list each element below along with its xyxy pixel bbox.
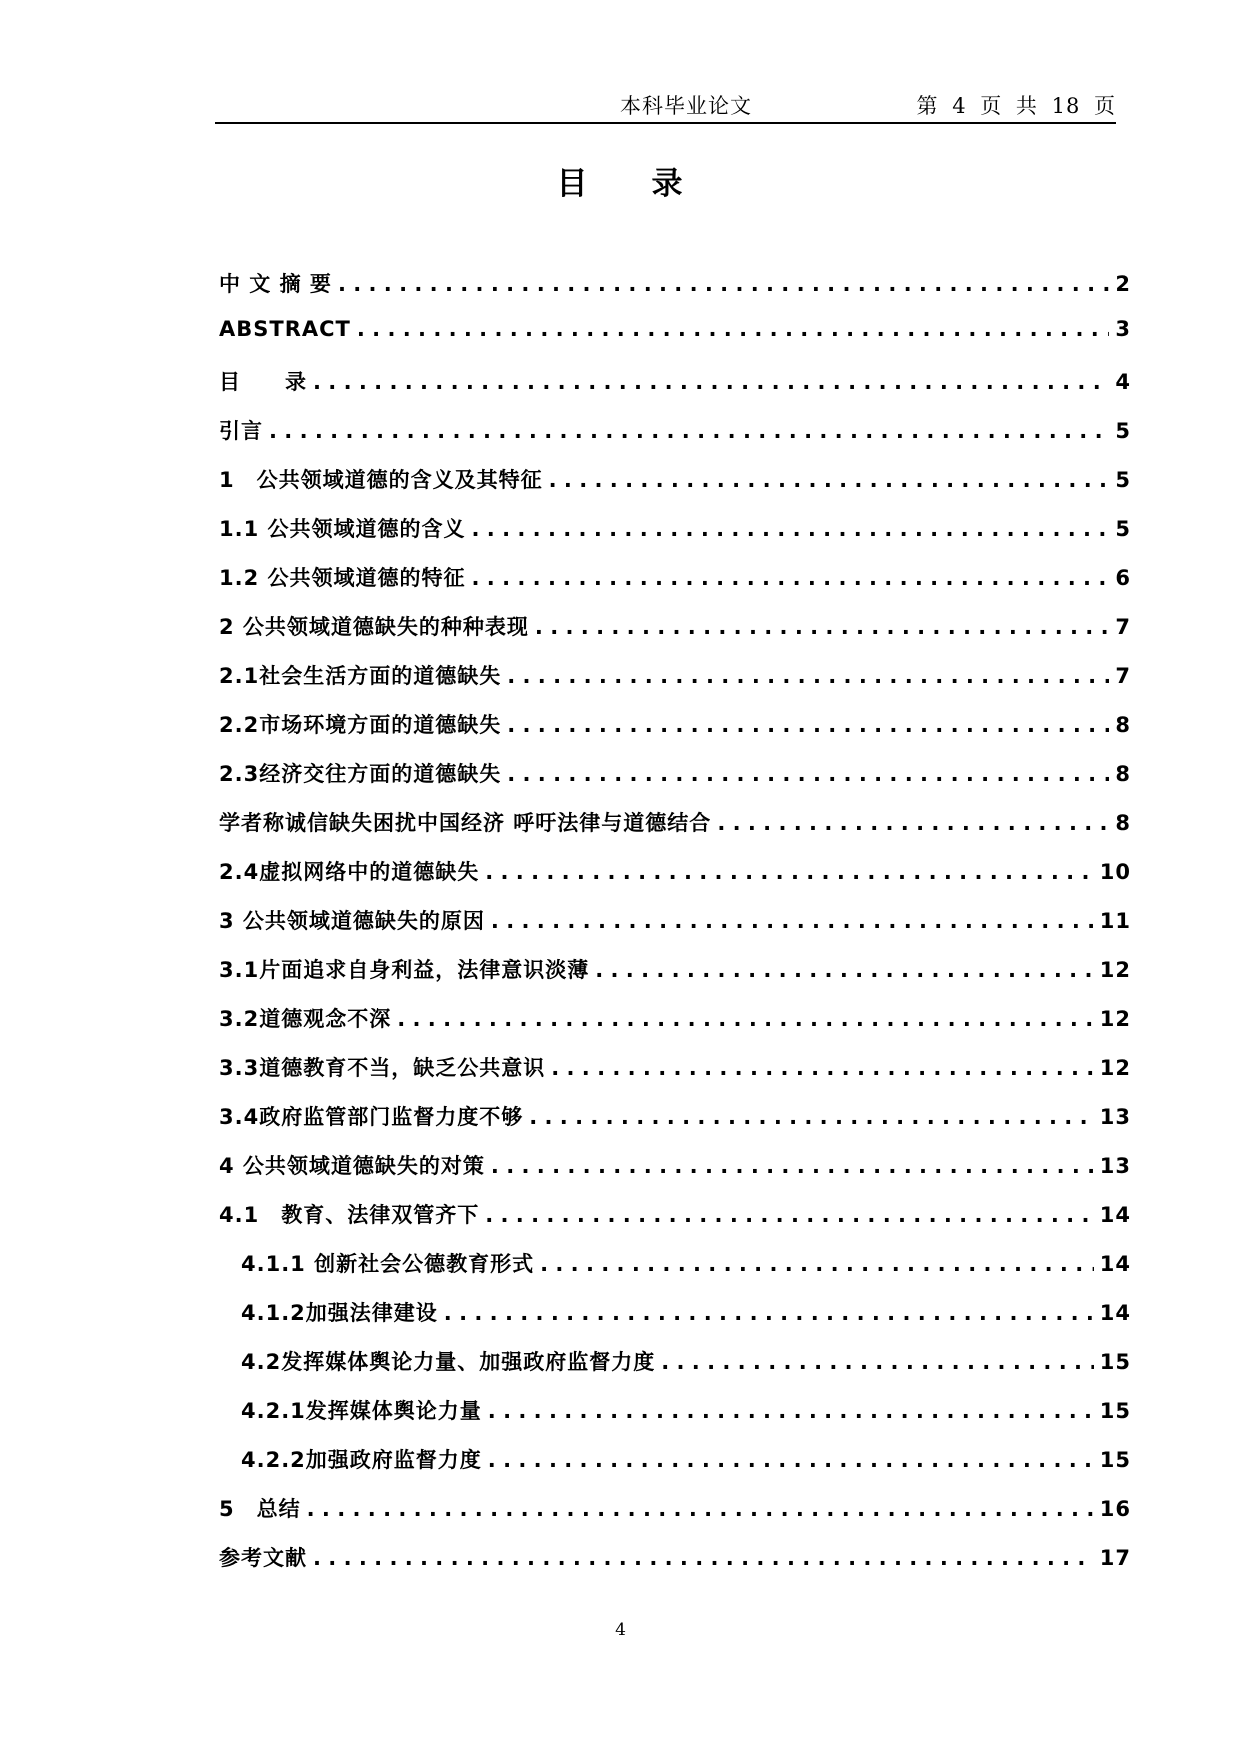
toc-entry-page: 12 — [1099, 1056, 1131, 1080]
toc-entry-page: 15 — [1099, 1399, 1131, 1423]
toc-leader-dots — [357, 317, 1110, 341]
toc-leader-dots — [472, 566, 1110, 590]
toc-entry-label: 4.1 教育、法律双管齐下 — [219, 1203, 480, 1227]
toc-entry-label: 4.2.2加强政府监督力度 — [241, 1448, 482, 1472]
toc-entry-label: 参考文献 — [219, 1546, 307, 1570]
toc-heading-left: 目 — [556, 166, 590, 202]
toc-entry-label: 2.4虚拟网络中的道德缺失 — [219, 860, 480, 884]
toc-entry-page: 8 — [1115, 762, 1131, 786]
toc-entry[interactable] — [219, 366, 1131, 415]
toc-entry-page: 15 — [1099, 1350, 1131, 1374]
toc-entry[interactable] — [219, 268, 1131, 317]
toc-entry-page: 12 — [1099, 1007, 1131, 1031]
toc-entry-page: 13 — [1099, 1105, 1131, 1129]
toc-entry[interactable] — [219, 1101, 1131, 1150]
toc-entry[interactable] — [219, 1052, 1131, 1101]
toc-entry-label: 4.1.1 创新社会公德教育形式 — [241, 1252, 535, 1276]
toc-entry-label: 中 文 摘 要 — [219, 272, 332, 296]
toc-heading-right: 录 — [651, 166, 685, 202]
toc-entry-page: 13 — [1099, 1154, 1131, 1178]
toc-entry[interactable] — [219, 709, 1131, 758]
toc-entry-label: 1 公共领域道德的含义及其特征 — [219, 468, 543, 492]
toc-entry[interactable] — [219, 905, 1131, 954]
toc-entry-page: 5 — [1115, 517, 1131, 541]
toc-heading — [0, 158, 1241, 203]
toc-leader-dots — [551, 1056, 1094, 1080]
toc-entry[interactable] — [219, 758, 1131, 807]
toc-entry[interactable] — [219, 807, 1131, 856]
toc-entry-label: 1.2 公共领域道德的特征 — [219, 566, 466, 590]
toc-leader-dots — [535, 615, 1109, 639]
toc-entry[interactable] — [219, 660, 1131, 709]
toc-entry[interactable] — [219, 1003, 1131, 1052]
toc-entry-page: 6 — [1115, 566, 1131, 590]
toc-entry-label: 4.1.2加强法律建设 — [241, 1301, 438, 1325]
toc-entry-page: 7 — [1115, 615, 1131, 639]
toc-entry[interactable] — [219, 513, 1131, 562]
toc-entry[interactable] — [219, 562, 1131, 611]
toc-leader-dots — [507, 713, 1109, 737]
toc-entry[interactable] — [219, 1248, 1131, 1297]
toc-entry-page: 14 — [1099, 1252, 1131, 1276]
toc-entry[interactable] — [219, 1493, 1131, 1542]
toc-leader-dots — [444, 1301, 1094, 1325]
page-header — [215, 88, 1116, 124]
toc-leader-dots — [488, 1448, 1094, 1472]
toc-entry-page: 7 — [1115, 664, 1131, 688]
toc-entry-page: 11 — [1099, 909, 1131, 933]
toc-leader-dots — [661, 1350, 1094, 1374]
toc-entry-page: 5 — [1115, 468, 1131, 492]
toc-entry[interactable] — [219, 1542, 1131, 1591]
toc-leader-dots — [485, 860, 1094, 884]
toc-entry-page: 14 — [1099, 1301, 1131, 1325]
toc-entry-page: 8 — [1115, 811, 1131, 835]
toc-entry[interactable] — [219, 954, 1131, 1003]
toc-entry[interactable] — [219, 856, 1131, 905]
thesis-type-label: 本科毕业论文 — [620, 94, 752, 118]
toc-entry-page: 16 — [1099, 1497, 1131, 1521]
toc-entry[interactable] — [219, 415, 1131, 464]
toc-entry-label: 3.2道德观念不深 — [219, 1007, 392, 1031]
toc-entry-page: 5 — [1115, 419, 1131, 443]
toc-entry-page: 15 — [1099, 1448, 1131, 1472]
toc-entry-page: 14 — [1099, 1203, 1131, 1227]
toc-entry-label: 3.1片面追求自身利益，法律意识淡薄 — [219, 958, 590, 982]
toc-entry-label: 5 总结 — [219, 1497, 301, 1521]
toc-leader-dots — [540, 1252, 1094, 1276]
toc-entry-page: 17 — [1099, 1546, 1131, 1570]
toc-entry[interactable] — [219, 1444, 1131, 1493]
toc-entry-label: 学者称诚信缺失困扰中国经济 呼吁法律与道德结合 — [219, 811, 712, 835]
toc-entry-label: 4.2发挥媒体舆论力量、加强政府监督力度 — [241, 1350, 656, 1374]
toc-entry-label: 目 录 — [219, 370, 307, 394]
toc-entry[interactable] — [219, 464, 1131, 513]
toc-entry[interactable] — [219, 1395, 1131, 1444]
toc-entry[interactable] — [219, 317, 1131, 366]
toc-entry[interactable] — [219, 1199, 1131, 1248]
toc-leader-dots — [717, 811, 1109, 835]
toc-entry-label: 引言 — [219, 419, 263, 443]
toc-leader-dots — [507, 664, 1109, 688]
toc-entry-page: 2 — [1115, 272, 1131, 296]
toc-entry-label: 3.3道德教育不当，缺乏公共意识 — [219, 1056, 546, 1080]
toc-entry-label: 3.4政府监管部门监督力度不够 — [219, 1105, 524, 1129]
toc-leader-dots — [397, 1007, 1094, 1031]
toc-entry[interactable] — [219, 1150, 1131, 1199]
toc-entry-label: 2.3经济交往方面的道德缺失 — [219, 762, 502, 786]
toc-leader-dots — [549, 468, 1110, 492]
toc-entry-label: ABSTRACT — [219, 317, 351, 341]
toc-entry-page: 8 — [1115, 713, 1131, 737]
toc-leader-dots — [488, 1399, 1094, 1423]
toc-leader-dots — [269, 419, 1109, 443]
toc-entry-label: 2.1社会生活方面的道德缺失 — [219, 664, 502, 688]
toc-leader-dots — [472, 517, 1110, 541]
footer-page-number: 4 — [615, 1620, 626, 1640]
toc-entry[interactable] — [219, 1346, 1131, 1395]
toc-leader-dots — [307, 1497, 1094, 1521]
toc-leader-dots — [491, 909, 1094, 933]
toc-entry-page: 12 — [1099, 958, 1131, 982]
toc-entry-page: 4 — [1115, 370, 1131, 394]
toc-leader-dots — [595, 958, 1094, 982]
table-of-contents — [219, 268, 1131, 1591]
toc-entry[interactable] — [219, 611, 1131, 660]
toc-leader-dots — [338, 272, 1109, 296]
toc-entry-label: 2 公共领域道德缺失的种种表现 — [219, 615, 529, 639]
toc-entry-label: 1.1 公共领域道德的含义 — [219, 517, 466, 541]
toc-entry-label: 4 公共领域道德缺失的对策 — [219, 1154, 485, 1178]
toc-leader-dots — [313, 370, 1109, 394]
toc-entry-page: 3 — [1115, 317, 1131, 341]
toc-leader-dots — [313, 1546, 1094, 1570]
toc-leader-dots — [507, 762, 1109, 786]
toc-leader-dots — [491, 1154, 1094, 1178]
toc-entry-page: 10 — [1099, 860, 1131, 884]
page-info: 第 4 页 共 18 页 — [916, 94, 1116, 118]
toc-leader-dots — [529, 1105, 1094, 1129]
toc-entry-label: 3 公共领域道德缺失的原因 — [219, 909, 485, 933]
toc-entry-label: 2.2市场环境方面的道德缺失 — [219, 713, 502, 737]
toc-entry[interactable] — [219, 1297, 1131, 1346]
toc-leader-dots — [485, 1203, 1094, 1227]
toc-entry-label: 4.2.1发挥媒体舆论力量 — [241, 1399, 482, 1423]
